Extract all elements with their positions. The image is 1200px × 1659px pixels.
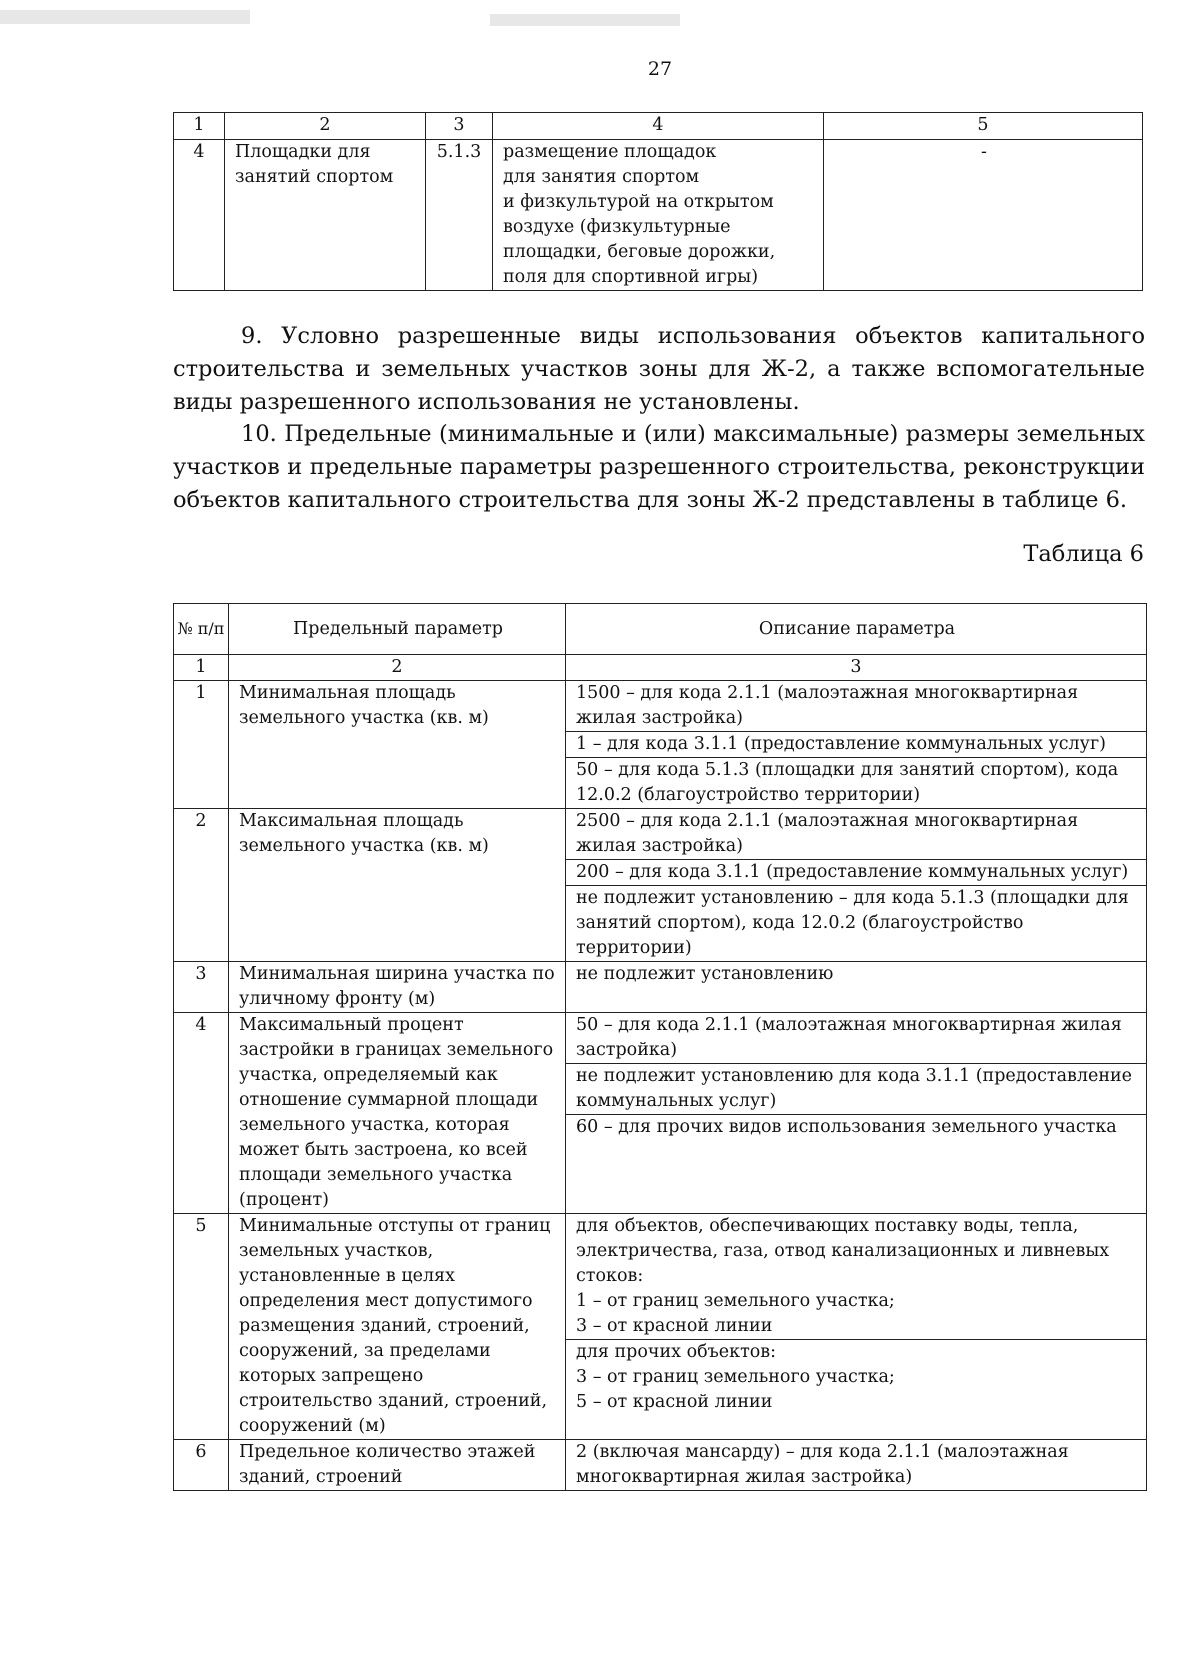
column-number: 1	[174, 655, 229, 681]
header-cell: 2	[225, 113, 426, 140]
row-number: 4	[174, 140, 225, 291]
description-part: 50 – для кода 5.1.3 (площадки для занятий спортом), кода 12.0.2 (благоустройство территории)	[566, 757, 1146, 808]
column-5-value: -	[824, 140, 1143, 291]
table-caption: Таблица 6	[1023, 541, 1144, 567]
scan-artifact	[490, 14, 680, 26]
header-param: Предельный параметр	[229, 604, 566, 655]
use-description-line: площадки, беговые дорожки,	[503, 242, 776, 262]
header-cell: 4	[493, 113, 824, 140]
row-number: 6	[174, 1440, 229, 1491]
description-part: не подлежит установлению	[576, 964, 834, 984]
use-description-line: и физкультурой на открытом	[503, 192, 774, 212]
paragraph-9	[173, 320, 1145, 419]
use-description-line: воздухе (физкультурные	[503, 217, 731, 237]
use-description-line: поля для спортивной игры)	[503, 267, 759, 287]
description-part: 60 – для прочих видов использования земельного участка	[566, 1114, 1146, 1140]
row-number: 3	[174, 962, 229, 1013]
parameters-table-body	[174, 681, 1147, 1491]
header-num: № п/п	[174, 604, 229, 655]
parameter-description	[566, 962, 1147, 1013]
parameter-description	[566, 809, 1147, 962]
parameter-name: Предельное количество этажей зданий, строений	[229, 1440, 566, 1491]
table-header-row	[174, 604, 1147, 655]
row-number: 4	[174, 1013, 229, 1214]
parameter-description	[566, 1214, 1147, 1440]
description-part: 50 – для кода 2.1.1 (малоэтажная многоквартирная жилая застройка)	[576, 1015, 1122, 1060]
use-code: 5.1.3	[426, 140, 493, 291]
table-row	[174, 1214, 1147, 1440]
parameter-description	[566, 1440, 1147, 1491]
column-number-row	[174, 655, 1147, 681]
use-name-line: занятий спортом	[235, 167, 394, 187]
header-cell: 3	[426, 113, 493, 140]
paragraph-9-number: 9.	[241, 323, 263, 349]
continuation-table	[173, 112, 1143, 291]
column-number: 2	[229, 655, 566, 681]
description-part: 200 – для кода 3.1.1 (предоставление коммунальных услуг)	[566, 859, 1146, 885]
description-part: 1500 – для кода 2.1.1 (малоэтажная многоквартирная жилая застройка)	[576, 683, 1079, 728]
row-number: 2	[174, 809, 229, 962]
parameter-description	[566, 681, 1147, 809]
table-header-row	[174, 113, 1143, 140]
use-description-line: размещение площадок	[503, 142, 717, 162]
parameter-name: Максимальный процент застройки в границах земельного участка, определяемый как отношение суммарной площади земельного участка, которая может быть застроена, ко всей площади земельного участка (процент)	[229, 1013, 566, 1214]
parameter-name: Минимальная площадь земельного участка (кв. м)	[229, 681, 566, 809]
use-name	[225, 140, 426, 291]
row-number: 1	[174, 681, 229, 809]
description-part: 1 – для кода 3.1.1 (предоставление коммунальных услуг)	[566, 731, 1146, 757]
parameters-table	[173, 603, 1147, 1491]
table-row	[174, 1013, 1147, 1214]
description-part: 2500 – для кода 2.1.1 (малоэтажная многоквартирная жилая застройка)	[576, 811, 1079, 856]
description-part: не подлежит установлению для кода 3.1.1 (предоставление коммунальных услуг)	[566, 1063, 1146, 1114]
column-number: 3	[566, 655, 1147, 681]
parameter-description	[566, 1013, 1147, 1214]
table-row	[174, 809, 1147, 962]
table-row	[174, 140, 1143, 291]
table-row	[174, 681, 1147, 809]
header-cell: 5	[824, 113, 1143, 140]
description-part: не подлежит установлению – для кода 5.1.3 (площадки для занятий спортом), кода 12.0.2 (благоустройство территории)	[566, 885, 1146, 961]
row-number: 5	[174, 1214, 229, 1440]
header-cell: 1	[174, 113, 225, 140]
parameter-name: Минимальная ширина участка по уличному фронту (м)	[229, 962, 566, 1013]
paragraph-10	[173, 418, 1145, 517]
use-name-line: Площадки для	[235, 142, 371, 162]
page-number: 27	[647, 58, 673, 80]
paragraph-10-text: Предельные (минимальные и (или) максимальные) размеры земельных участков и предельные параметры разрешенного строительства, реконструкции объектов капитального строительства для зоны Ж-2 представлены в таблице 6.	[173, 421, 1145, 513]
parameter-name: Максимальная площадь земельного участка (кв. м)	[229, 809, 566, 962]
paragraph-10-number: 10.	[241, 421, 277, 447]
paragraph-9-text: Условно разрешенные виды использования объектов капитального строительства и земельных участков зоны для Ж-2, а также вспомогательные виды разрешенного использования не установлены.	[173, 323, 1145, 415]
description-part: для прочих объектов: 3 – от границ земельного участка; 5 – от красной линии	[566, 1339, 1146, 1415]
description-part: для объектов, обеспечивающих поставку воды, тепла, электричества, газа, отвод канализационных и ливневых стоков: 1 – от границ земельного участка; 3 – от красной линии	[576, 1216, 1110, 1336]
header-desc: Описание параметра	[566, 604, 1147, 655]
description-part: 2 (включая мансарду) – для кода 2.1.1 (малоэтажная многоквартирная жилая застройка)	[576, 1442, 1069, 1487]
table-row	[174, 962, 1147, 1013]
use-description-line: для занятия спортом	[503, 167, 700, 187]
table-row	[174, 1440, 1147, 1491]
scan-artifact	[0, 10, 250, 24]
parameter-name: Минимальные отступы от границ земельных участков, установленные в целях определения мест допустимого размещения зданий, строений, сооружений, за пределами которых запрещено строительство зданий, строений, сооружений (м)	[229, 1214, 566, 1440]
use-description	[493, 140, 824, 291]
